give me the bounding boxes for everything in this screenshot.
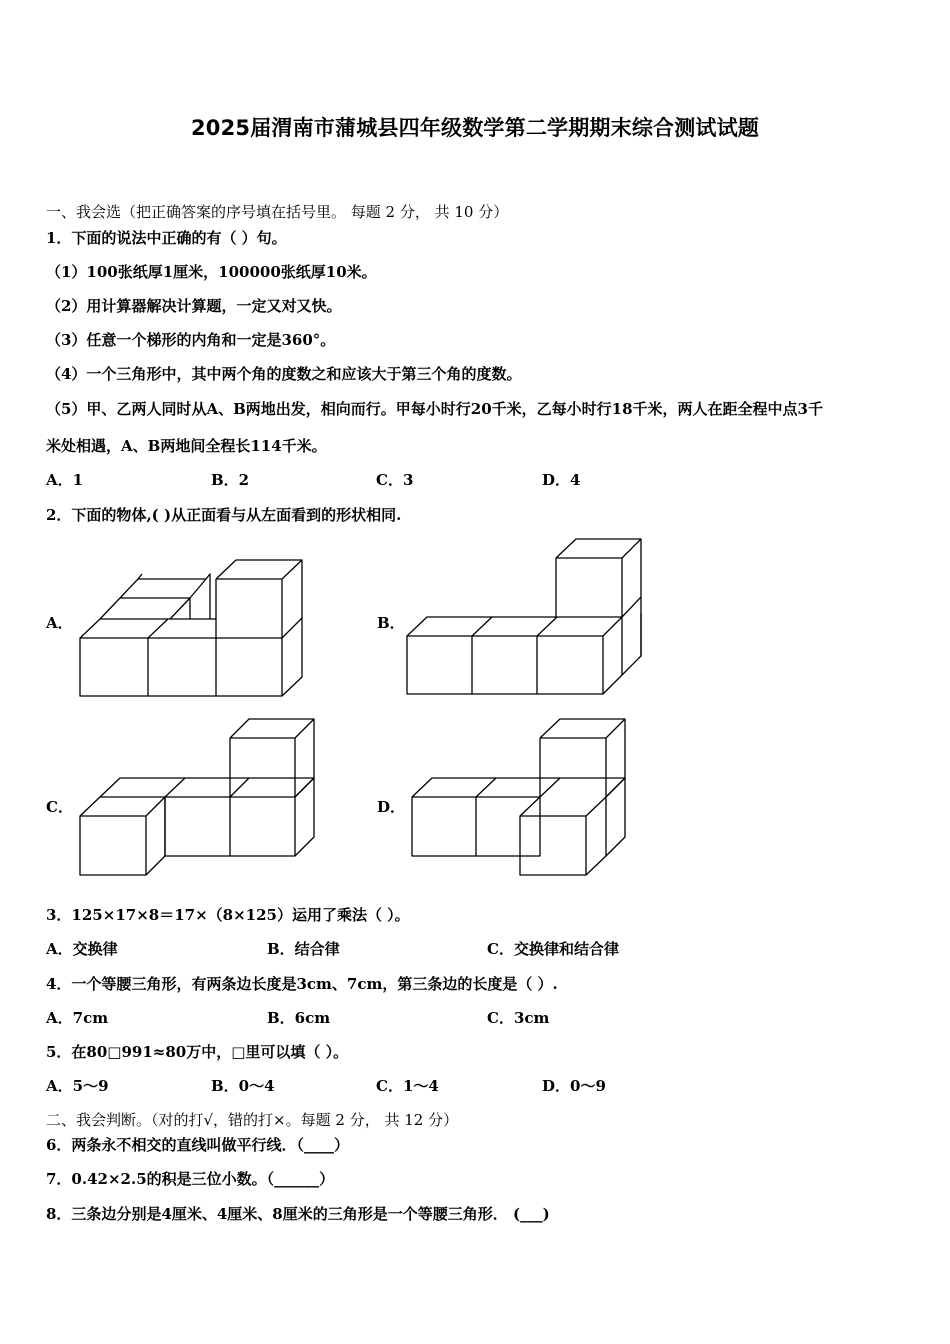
question-2-label-c[interactable]: C． bbox=[46, 798, 73, 816]
question-5-stem: 5．在80□991≈80万中，□里可以填（ ）。 bbox=[46, 1043, 349, 1061]
question-1-statement-1: （1）100张纸厚1厘米，100000张纸厚10米。 bbox=[46, 263, 377, 281]
question-7: 7．0.42×2.5的积是三位小数。（______） bbox=[46, 1170, 335, 1188]
question-5-option-d[interactable]: D．0～9 bbox=[542, 1077, 606, 1095]
section-2-heading: 二、我会判断。（对的打√，错的打×。每题 2 分， 共 12 分） bbox=[46, 1111, 459, 1129]
question-4-option-c[interactable]: C．3cm bbox=[487, 1009, 550, 1027]
question-1-statement-3: （3）任意一个梯形的内角和一定是360°。 bbox=[46, 331, 336, 349]
question-6: 6．两条永不相交的直线叫做平行线．（____） bbox=[46, 1136, 349, 1154]
question-1-statement-5-cont: 米处相遇，A、B两地间全程长114千米。 bbox=[46, 437, 327, 455]
figure-b-cube-stack bbox=[400, 535, 650, 705]
page-title: 2025届渭南市蒲城县四年级数学第二学期期末综合测试试题 bbox=[190, 116, 760, 140]
question-4-option-a[interactable]: A．7cm bbox=[46, 1009, 109, 1027]
question-1-option-c[interactable]: C．3 bbox=[376, 471, 414, 489]
figure-c-cube-stack bbox=[70, 712, 330, 882]
question-4-stem: 4．一个等腰三角形，有两条边长度是3cm、7cm，第三条边的长度是（ ）. bbox=[46, 975, 558, 993]
question-3-option-c[interactable]: C．交换律和结合律 bbox=[487, 940, 619, 958]
question-1-option-d[interactable]: D．4 bbox=[542, 471, 581, 489]
question-3-option-a[interactable]: A．交换律 bbox=[46, 940, 118, 958]
section-1-heading: 一、我会选（把正确答案的序号填在括号里。 每题 2 分， 共 10 分） bbox=[46, 203, 509, 221]
question-1-option-b[interactable]: B．2 bbox=[211, 471, 250, 489]
question-2-stem: 2．下面的物体,( )从正面看与从左面看到的形状相同. bbox=[46, 506, 402, 524]
question-1-statement-4: （4）一个三角形中，其中两个角的度数之和应该大于第三个角的度数。 bbox=[46, 365, 522, 383]
question-3-stem: 3．125×17×8＝17×（8×125）运用了乘法（ ）。 bbox=[46, 906, 410, 924]
figure-d-cube-stack bbox=[400, 712, 640, 882]
question-1-stem: 1．下面的说法中正确的有（ ）句。 bbox=[46, 229, 287, 247]
question-1-statement-2: （2）用计算器解决计算题，一定又对又快。 bbox=[46, 297, 342, 315]
question-5-option-b[interactable]: B．0～4 bbox=[211, 1077, 275, 1095]
figure-a-cube-stack bbox=[70, 550, 310, 705]
question-5-option-a[interactable]: A．5～9 bbox=[46, 1077, 109, 1095]
question-5-option-c[interactable]: C．1～4 bbox=[376, 1077, 439, 1095]
question-2-label-b[interactable]: B． bbox=[377, 614, 405, 632]
question-2-label-d[interactable]: D． bbox=[377, 798, 406, 816]
question-1-option-a[interactable]: A．1 bbox=[46, 471, 84, 489]
question-8: 8．三条边分别是4厘米、4厘米、8厘米的三角形是一个等腰三角形． (___) bbox=[46, 1205, 550, 1223]
question-2-label-a[interactable]: A． bbox=[46, 614, 73, 632]
question-1-statement-5: （5）甲、乙两人同时从A、B两地出发，相向而行。甲每小时行20千米，乙每小时行18千米，两人在距全程中点3千 bbox=[46, 400, 823, 418]
question-3-option-b[interactable]: B．结合律 bbox=[267, 940, 340, 958]
question-4-option-b[interactable]: B．6cm bbox=[267, 1009, 331, 1027]
